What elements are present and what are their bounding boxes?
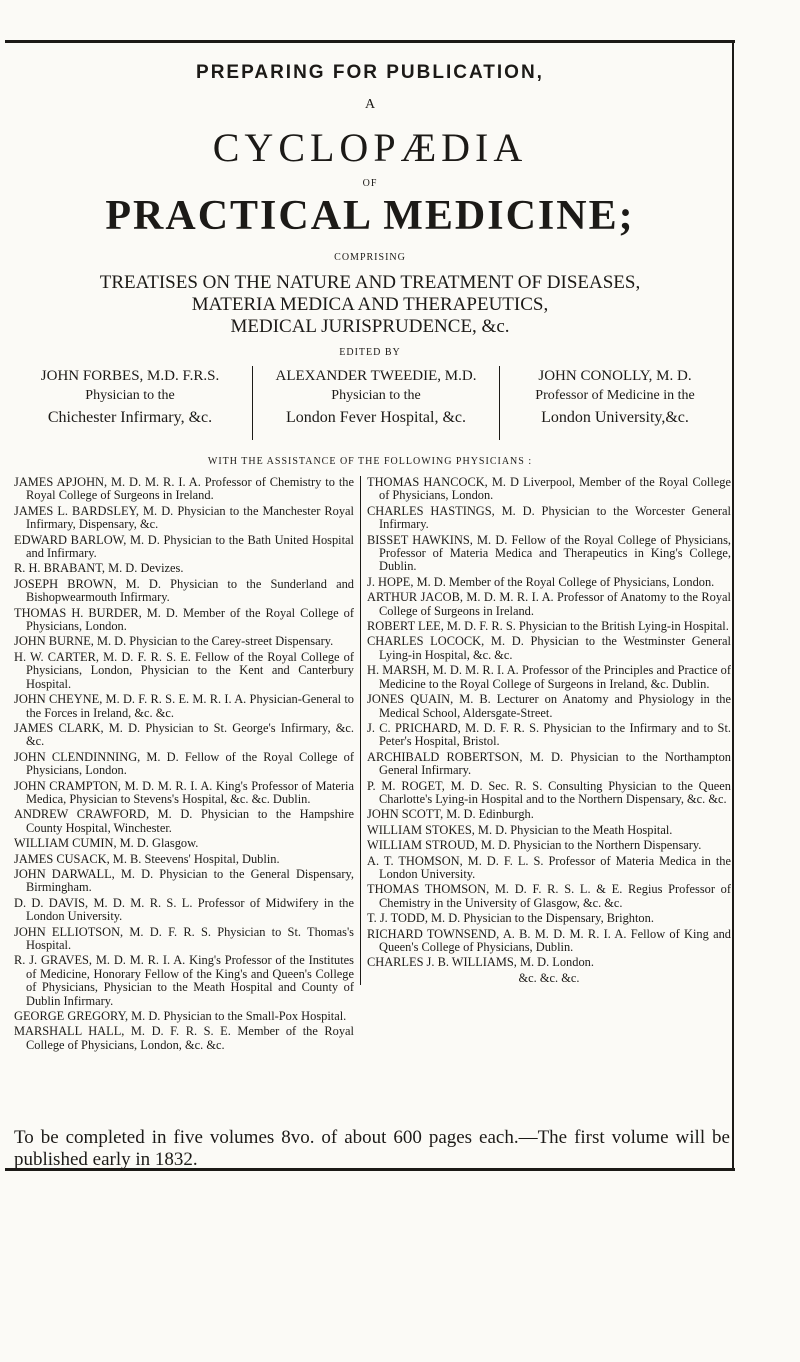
comprising-label: COMPRISING — [334, 252, 406, 263]
physician-entry: JOHN SCOTT, M. D. Edinburgh. — [367, 807, 534, 822]
physician-entry: H. MARSH, M. D. M. R. I. A. Professor of the Principles and Practice of Medicine to the Royal College of Surgeons in Ireland, &c. Dublin. — [367, 663, 731, 691]
editor-role: Professor of Medicine in the — [535, 388, 695, 403]
physicians-left-column — [14, 476, 354, 1054]
right-rule — [732, 40, 734, 1171]
edited-by-label: EDITED BY — [339, 347, 401, 358]
physician-entry: R. J. GRAVES, M. D. M. R. I. A. King's Professor of the Institutes of Medicine, Honorary Fellow of the King's and Queen's College of Physicians, Physician to the Meath Hospital and County of Dublin Infirmary. — [14, 953, 354, 1008]
treatises-block — [10, 272, 730, 338]
title-of: OF — [362, 178, 378, 189]
physician-entry: ARCHIBALD ROBERTSON, M. D. Physician to the Northampton General Infirmary. — [367, 749, 731, 778]
physician-entry: JAMES CLARK, M. D. Physician to St. George's Infirmary, &c. &c. — [14, 720, 354, 749]
physician-entry: WILLIAM STROUD, M. D. Physician to the Northern Dispensary. — [367, 838, 702, 853]
top-rule — [5, 40, 735, 43]
physician-entry: J. HOPE, M. D. Member of the Royal College of Physicians, London. — [367, 574, 715, 589]
editor-place: London Fever Hospital, &c. — [286, 409, 466, 426]
preparing-heading: PREPARING FOR PUBLICATION, — [196, 62, 544, 83]
assistance-heading: WITH THE ASSISTANCE OF THE FOLLOWING PHYSICIANS : — [207, 456, 533, 467]
physician-entry: CHARLES HASTINGS, M. D. Physician to the Worcester General Infirmary. — [367, 503, 731, 532]
physician-entry: GEORGE GREGORY, M. D. Physician to the Small-Pox Hospital. — [14, 1009, 347, 1024]
editor-role: Physician to the — [85, 388, 175, 403]
editor-name: ALEXANDER TWEEDIE, M.D. — [275, 368, 477, 384]
physician-entry: ANDREW CRAWFORD, M. D. Physician to the Hampshire County Hospital, Winchester. — [14, 807, 354, 835]
physician-entry: JAMES CUSACK, M. B. Steevens' Hospital, Dublin. — [14, 851, 280, 866]
physician-entry: T. J. TODD, M. D. Physician to the Dispensary, Brighton. — [367, 911, 654, 926]
editor-name: JOHN FORBES, M.D. F.R.S. — [40, 368, 220, 384]
physician-entry: A. T. THOMSON, M. D. F. L. S. Professor of Materia Medica in the London University. — [367, 853, 731, 881]
physician-entry: JOHN CLENDINNING, M. D. Fellow of the Royal College of Physicians, London. — [14, 749, 354, 778]
physician-entry: THOMAS H. BURDER, M. D. Member of the Royal College of Physicians, London. — [14, 605, 354, 634]
physician-entry: THOMAS THOMSON, M. D. F. R. S. L. & E. Regius Professor of Chemistry in the University of Glasgow, &c. &c. — [367, 882, 731, 910]
physician-entry: JOHN DARWALL, M. D. Physician to the General Dispensary, Birmingham. — [14, 866, 354, 895]
physician-entry: JOHN BURNE, M. D. Physician to the Carey-street Dispensary. — [14, 634, 334, 649]
editor-conolly — [500, 366, 730, 440]
physician-entry: ARTHUR JACOB, M. D. M. R. I. A. Professor of Anatomy to the Royal College of Surgeons in Ireland. — [367, 590, 731, 618]
editor-name: JOHN CONOLLY, M. D. — [538, 368, 692, 384]
physicians-right-column — [360, 476, 731, 985]
physician-entry: J. C. PRICHARD, M. D. F. R. S. Physician to the Infirmary and to St. Peter's Hospital, Bristol. — [367, 720, 731, 749]
editor-tweedie — [252, 366, 500, 440]
physician-entry: JAMES L. BARDSLEY, M. D. Physician to the Manchester Royal Infirmary, Dispensary, &c. — [14, 503, 354, 532]
physician-entry: CHARLES LOCOCK, M. D. Physician to the Westminster General Lying-in Hospital, &c. &c. — [367, 634, 731, 662]
physician-entry: EDWARD BARLOW, M. D. Physician to the Bath United Hospital and Infirmary. — [14, 532, 354, 561]
editor-forbes — [10, 366, 250, 440]
treatises-line-2: MATERIA MEDICA AND THERAPEUTICS, — [191, 294, 549, 315]
physician-entry: JONES QUAIN, M. B. Lecturer on Anatomy and Physiology in the Medical School, Aldersgate-Street. — [367, 692, 731, 720]
title-practical-medicine: PRACTICAL MEDICINE; — [105, 193, 635, 239]
physician-entry: JOHN CRAMPTON, M. D. M. R. I. A. King's Professor of Materia Medica, Physician to Stevens's Hospital, &c. &c. Dublin. — [14, 778, 354, 806]
treatises-line-3: MEDICAL JURISPRUDENCE, &c. — [230, 316, 510, 337]
physician-entry: THOMAS HANCOCK, M. D Liverpool, Member of the Royal College of Physicians, London. — [367, 475, 731, 503]
physician-entry: JOHN ELLIOTSON, M. D. F. R. S. Physician to St. Thomas's Hospital. — [14, 924, 354, 952]
editors-row — [10, 366, 730, 440]
physician-entry: WILLIAM CUMIN, M. D. Glasgow. — [14, 836, 199, 851]
physician-entry: CHARLES J. B. WILLIAMS, M. D. London. — [367, 955, 594, 970]
physician-entry: JAMES APJOHN, M. D. M. R. I. A. Professor of Chemistry to the Royal College of Surgeons in Ireland. — [14, 475, 354, 503]
physician-entry: H. W. CARTER, M. D. F. R. S. E. Fellow of the Royal College of Physicians, London, Physician to the Kent and Canterbury Hospital. — [14, 649, 354, 691]
etcetera-tail: &c. &c. &c. — [518, 970, 580, 985]
physician-entry: WILLIAM STOKES, M. D. Physician to the Meath Hospital. — [367, 822, 673, 837]
physician-entry: D. D. DAVIS, M. D. M. R. S. L. Professor of Midwifery in the London University. — [14, 895, 354, 924]
title-cyclopaedia: CYCLOPÆDIA — [212, 125, 528, 170]
editor-place: London University,&c. — [541, 409, 689, 426]
publication-note: To be completed in five volumes 8vo. of about 600 pages each.—The first volume will be published early in 1832. — [14, 1127, 730, 1170]
physician-entry: P. M. ROGET, M. D. Sec. R. S. Consulting Physician to the Queen Charlotte's Lying-in Hospital and to the Northern Dispensary, &c. &c. — [367, 778, 731, 806]
editor-place: Chichester Infirmary, &c. — [47, 409, 213, 426]
article-a: A — [364, 97, 376, 112]
physician-entry: BISSET HAWKINS, M. D. Fellow of the Royal College of Physicians, Professor of Materia Medica and Therapeutics in King's College, Dublin. — [367, 532, 731, 574]
editor-role: Physician to the — [331, 388, 421, 403]
physician-entry: ROBERT LEE, M. D. F. R. S. Physician to the British Lying-in Hospital. — [367, 619, 729, 634]
physician-entry: MARSHALL HALL, M. D. F. R. S. E. Member of the Royal College of Physicians, London, &c. &c. — [14, 1024, 354, 1052]
physician-entry: R. H. BRABANT, M. D. Devizes. — [14, 561, 184, 576]
treatises-line-1: TREATISES ON THE NATURE AND TREATMENT OF DISEASES, — [99, 272, 641, 293]
physician-entry: JOHN CHEYNE, M. D. F. R. S. E. M. R. I. A. Physician-General to the Forces in Ireland, &c. &c. — [14, 692, 354, 720]
physician-entry: RICHARD TOWNSEND, A. B. M. D. M. R. I. A. Fellow of King and Queen's College of Physicians, Dublin. — [367, 926, 731, 954]
physician-entry: JOSEPH BROWN, M. D. Physician to the Sunderland and Bishopwearmouth Infirmary. — [14, 576, 354, 605]
